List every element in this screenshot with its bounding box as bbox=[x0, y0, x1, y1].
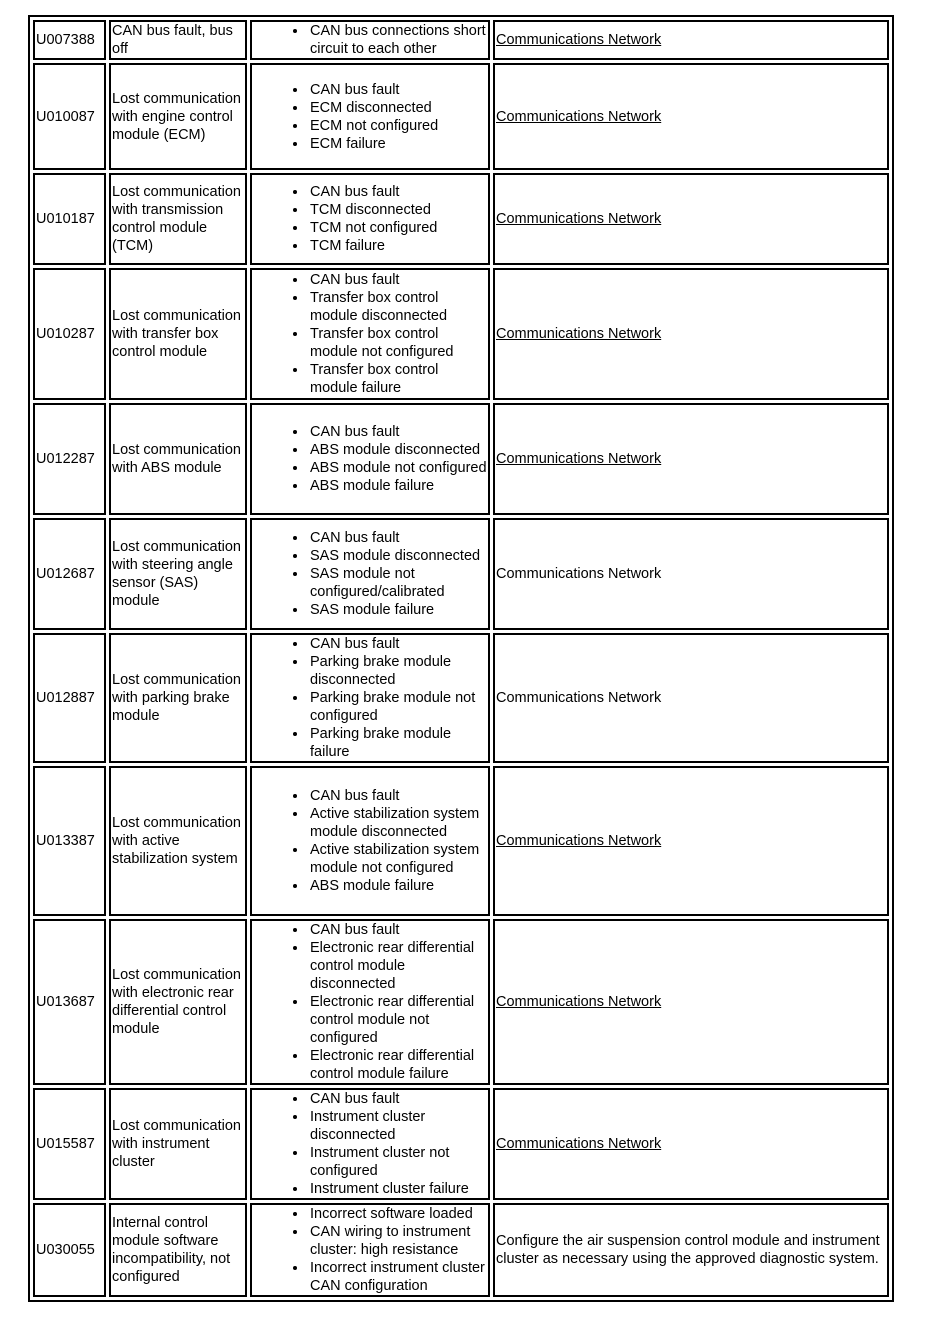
cause-item: • CAN bus fault bbox=[308, 529, 487, 547]
possible-causes-list bbox=[253, 183, 487, 255]
cause-item: • TCM not configured bbox=[308, 219, 487, 237]
cause-item: • Instrument cluster not configured bbox=[308, 1144, 487, 1180]
cause-item: • CAN wiring to instrument cluster: high resistance bbox=[308, 1223, 487, 1259]
cause-item: • ECM disconnected bbox=[308, 99, 487, 117]
possible-causes-list bbox=[253, 635, 487, 761]
dtc-description: Lost communication with transmission control module (TCM) bbox=[109, 173, 247, 265]
cause-item: • Electronic rear differential control module not configured bbox=[308, 993, 487, 1047]
cause-item: • Electronic rear differential control module disconnected bbox=[308, 939, 487, 993]
action-cell bbox=[493, 173, 889, 265]
action-cell bbox=[493, 766, 889, 916]
dtc-description: CAN bus fault, bus off bbox=[109, 20, 247, 60]
action-cell bbox=[493, 403, 889, 515]
possible-causes-list bbox=[253, 81, 487, 153]
dtc-description: Lost communication with electronic rear differential control module bbox=[109, 919, 247, 1085]
cause-item: • Instrument cluster disconnected bbox=[308, 1108, 487, 1144]
table-row bbox=[33, 20, 889, 60]
table-row bbox=[33, 63, 889, 170]
dtc-description: Lost communication with active stabilization system bbox=[109, 766, 247, 916]
possible-causes-cell bbox=[250, 518, 490, 630]
cause-item: • ABS module failure bbox=[308, 477, 487, 495]
cause-item: • CAN bus fault bbox=[308, 81, 487, 99]
action-cell bbox=[493, 518, 889, 630]
dtc-code: U007388 bbox=[33, 20, 106, 60]
possible-causes-cell bbox=[250, 268, 490, 400]
dtc-code: U013387 bbox=[33, 766, 106, 916]
dtc-code: U012287 bbox=[33, 403, 106, 515]
communications-network-link[interactable]: Communications Network bbox=[496, 326, 662, 342]
dtc-code: U012687 bbox=[33, 518, 106, 630]
cause-item: • SAS module failure bbox=[308, 601, 487, 619]
possible-causes-cell bbox=[250, 1088, 490, 1200]
table-row bbox=[33, 919, 889, 1085]
cause-item: • Incorrect instrument cluster CAN configuration bbox=[308, 1259, 487, 1295]
possible-causes-list bbox=[253, 921, 487, 1083]
communications-network-link[interactable]: Communications Network bbox=[496, 211, 662, 227]
dtc-code: U015587 bbox=[33, 1088, 106, 1200]
cause-item: • CAN bus fault bbox=[308, 423, 487, 441]
cause-item: • CAN bus fault bbox=[308, 787, 487, 805]
communications-network-link[interactable]: Communications Network bbox=[496, 32, 662, 48]
dtc-description: Lost communication with transfer box control module bbox=[109, 268, 247, 400]
communications-network-link[interactable]: Communications Network bbox=[496, 833, 662, 849]
possible-causes-cell bbox=[250, 20, 490, 60]
cause-item: • ABS module not configured bbox=[308, 459, 487, 477]
table-row bbox=[33, 766, 889, 916]
possible-causes-cell bbox=[250, 766, 490, 916]
cause-item: • Parking brake module not configured bbox=[308, 689, 487, 725]
communications-network-link[interactable]: Communications Network bbox=[496, 108, 662, 125]
possible-causes-list bbox=[253, 1205, 487, 1295]
cause-item: • ABS module disconnected bbox=[308, 441, 487, 459]
communications-network-link[interactable]: Communications Network bbox=[496, 994, 662, 1010]
dtc-description: Lost communication with instrument cluster bbox=[109, 1088, 247, 1200]
action-cell bbox=[493, 633, 889, 763]
action-cell bbox=[493, 1203, 889, 1297]
action-text: Configure the air suspension control module and instrument cluster as necessary using the approved diagnostic system. bbox=[496, 1233, 880, 1267]
cause-item: • Incorrect software loaded bbox=[308, 1205, 487, 1223]
table-row bbox=[33, 1203, 889, 1297]
dtc-code: U010187 bbox=[33, 173, 106, 265]
communications-network-link[interactable]: Communications Network bbox=[496, 1136, 662, 1152]
dtc-code: U013687 bbox=[33, 919, 106, 1085]
cause-item: • Parking brake module disconnected bbox=[308, 653, 487, 689]
table-row bbox=[33, 268, 889, 400]
action-cell bbox=[493, 20, 889, 60]
action-cell bbox=[493, 1088, 889, 1200]
action-text: Communications Network bbox=[496, 690, 662, 706]
dtc-description: Lost communication with ABS module bbox=[109, 403, 247, 515]
cause-item: • CAN bus fault bbox=[308, 1090, 487, 1108]
dtc-description: Lost communication with parking brake module bbox=[109, 633, 247, 763]
dtc-description: Lost communication with engine control module (ECM) bbox=[109, 63, 247, 170]
dtc-description: Internal control module software incompatibility, not configured bbox=[109, 1203, 247, 1297]
possible-causes-list bbox=[253, 271, 487, 397]
possible-causes-cell bbox=[250, 1203, 490, 1297]
cause-item: • CAN bus fault bbox=[308, 183, 487, 201]
dtc-code: U010087 bbox=[33, 63, 106, 170]
cause-item: • Parking brake module failure bbox=[308, 725, 487, 761]
cause-item: • TCM disconnected bbox=[308, 201, 487, 219]
table-row bbox=[33, 173, 889, 265]
dtc-table bbox=[28, 15, 894, 1302]
cause-item: • Transfer box control module failure bbox=[308, 361, 487, 397]
possible-causes-cell bbox=[250, 63, 490, 170]
dtc-code: U030055 bbox=[33, 1203, 106, 1297]
dtc-code: U010287 bbox=[33, 268, 106, 400]
communications-network-link[interactable]: Communications Network bbox=[496, 451, 662, 467]
table-row bbox=[33, 633, 889, 763]
dtc-table-body bbox=[33, 20, 889, 1297]
cause-item: • SAS module not configured/calibrated bbox=[308, 565, 487, 601]
action-cell bbox=[493, 919, 889, 1085]
cause-item: • Electronic rear differential control module failure bbox=[308, 1047, 487, 1083]
cause-item: • ECM failure bbox=[308, 135, 487, 153]
cause-item: • Transfer box control module disconnected bbox=[308, 289, 487, 325]
action-text: Communications Network bbox=[496, 566, 662, 582]
action-cell bbox=[493, 63, 889, 170]
dtc-code: U012887 bbox=[33, 633, 106, 763]
cause-item: • SAS module disconnected bbox=[308, 547, 487, 565]
cause-item: • CAN bus fault bbox=[308, 635, 487, 653]
possible-causes-cell bbox=[250, 633, 490, 763]
possible-causes-cell bbox=[250, 403, 490, 515]
cause-item: • Instrument cluster failure bbox=[308, 1180, 487, 1198]
possible-causes-cell bbox=[250, 173, 490, 265]
cause-item: • CAN bus fault bbox=[308, 271, 487, 289]
cause-item: • CAN bus fault bbox=[308, 921, 487, 939]
possible-causes-list bbox=[253, 529, 487, 619]
cause-item: • Transfer box control module not configured bbox=[308, 325, 487, 361]
cause-item: • ECM not configured bbox=[308, 117, 487, 135]
possible-causes-cell bbox=[250, 919, 490, 1085]
table-row bbox=[33, 518, 889, 630]
table-row bbox=[33, 403, 889, 515]
dtc-description: Lost communication with steering angle sensor (SAS) module bbox=[109, 518, 247, 630]
cause-item: • Active stabilization system module disconnected bbox=[308, 805, 487, 841]
possible-causes-list bbox=[253, 787, 487, 895]
table-row bbox=[33, 1088, 889, 1200]
action-cell bbox=[493, 268, 889, 400]
possible-causes-list bbox=[253, 22, 487, 58]
possible-causes-list bbox=[253, 423, 487, 495]
cause-item: • ABS module failure bbox=[308, 877, 487, 895]
cause-item: • TCM failure bbox=[308, 237, 487, 255]
possible-causes-list bbox=[253, 1090, 487, 1198]
cause-item: • Active stabilization system module not configured bbox=[308, 841, 487, 877]
cause-item: • CAN bus connections short circuit to each other bbox=[308, 22, 487, 58]
